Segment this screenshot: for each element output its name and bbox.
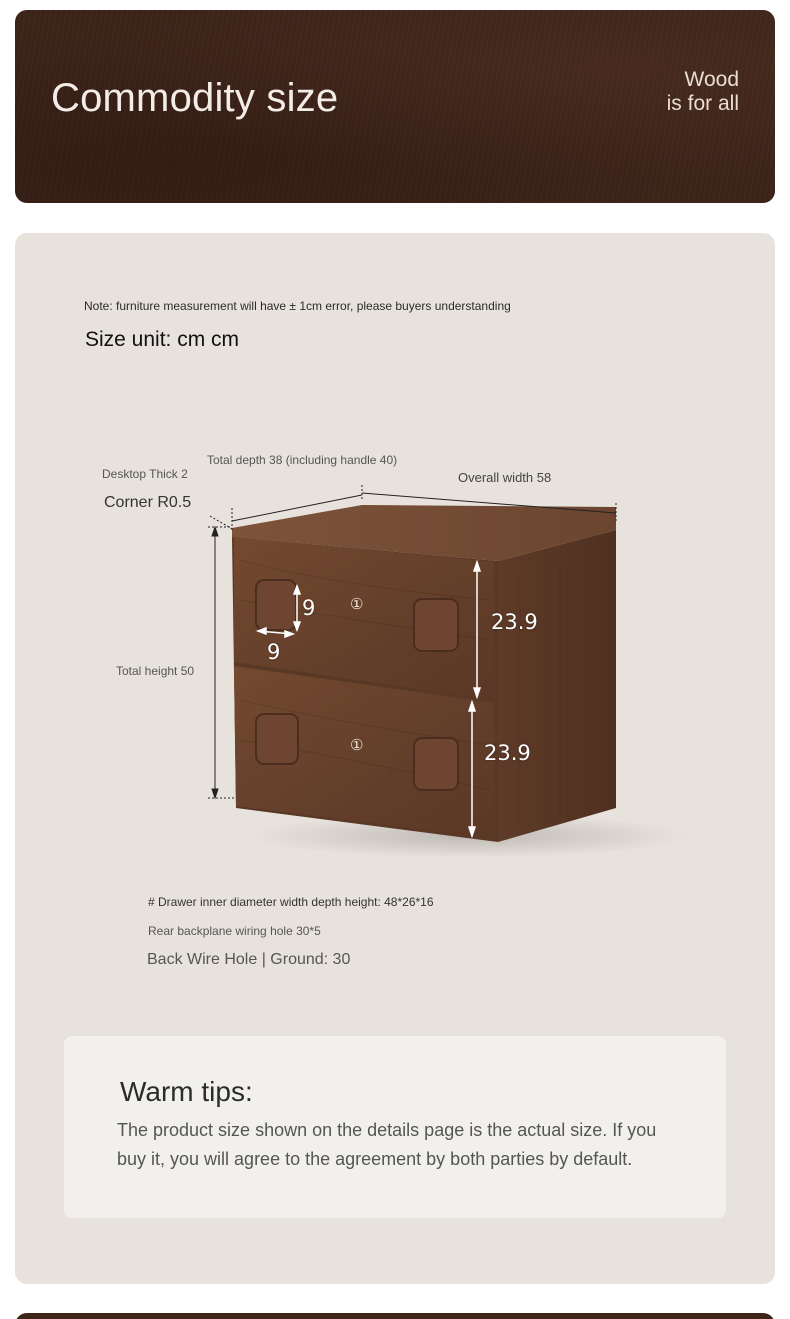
measurement-note: Note: furniture measurement will have ± 1cm error, please buyers understanding — [84, 299, 511, 313]
drawer-top-number: ① — [350, 595, 364, 613]
overall-width-label: Overall width 58 — [458, 470, 552, 485]
size-unit: Size unit: cm cm — [85, 328, 240, 351]
back-wire-spec: Back Wire Hole | Ground: 30 — [147, 951, 351, 968]
warm-tips-box — [64, 1036, 726, 1218]
wiring-hole-spec: Rear backplane wiring hole 30*5 — [148, 924, 321, 938]
handle-height-label: 9 — [302, 596, 316, 620]
warm-tips-title: Warm tips: — [120, 1076, 253, 1107]
warm-tips-body: The product size shown on the details page is the actual size. If you buy it, you will agree to the agreement by both parties by default. — [117, 1120, 657, 1169]
handle-top-left — [256, 580, 296, 630]
corner-label: Corner R0.5 — [104, 494, 192, 511]
handle-width-label: 9 — [267, 640, 281, 664]
desktop-thick-label: Desktop Thick 2 — [102, 467, 188, 481]
drawer-bottom-height-label: 23.9 — [484, 741, 531, 765]
total-depth-label: Total depth 38 (including handle 40) — [207, 453, 398, 467]
cabinet-side — [498, 530, 616, 842]
drawer-inner-spec: # Drawer inner diameter width depth height: 48*26*16 — [148, 895, 434, 909]
page-title: Commodity size — [51, 76, 339, 120]
brand-line-1: Wood — [684, 68, 739, 91]
drawer-top-height-label: 23.9 — [491, 610, 538, 634]
total-height-label: Total height 50 — [116, 664, 195, 678]
brand-line-2: is for all — [666, 92, 739, 115]
drawer-bottom-number: ① — [350, 736, 364, 754]
handle-top-right — [414, 599, 458, 651]
handle-bottom-left — [256, 714, 298, 764]
next-section-strip — [15, 1313, 775, 1319]
handle-bottom-right — [414, 738, 458, 790]
